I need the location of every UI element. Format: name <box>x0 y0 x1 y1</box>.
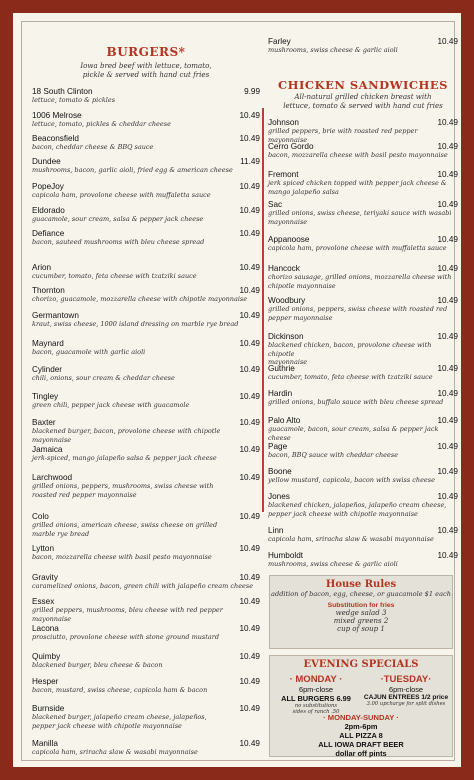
menu-item <box>32 263 260 281</box>
item-price: 10.49 <box>239 418 260 427</box>
item-description: mayonnaise <box>268 358 308 366</box>
tuesday-deal: CAJUN ENTREES 1/2 price <box>363 694 449 701</box>
item-description: mushrooms, swiss cheese & garlic aioli <box>268 46 398 54</box>
item-description: mango jalapeño salsa <box>268 187 339 196</box>
item-description: blackened burger, bleu cheese & bacon <box>32 661 163 669</box>
item-description: bacon, mozzarella cheese with basil pesto mayonnaise <box>268 151 448 159</box>
item-price: 10.49 <box>437 118 458 127</box>
menu-page <box>13 13 461 767</box>
menu-item <box>268 170 458 196</box>
item-name: Defiance <box>32 229 65 238</box>
item-description: jerk-spiced, mango jalapeño salsa & pepper jack cheese <box>32 454 217 462</box>
fries-option: cup of soup 1 <box>337 625 385 633</box>
menu-item <box>32 182 260 200</box>
monday-deal: ALL BURGERS 6.99 <box>281 694 351 703</box>
item-name: Maynard <box>32 339 64 348</box>
item-price: 10.49 <box>437 416 458 425</box>
item-name: Burnside <box>32 704 65 713</box>
menu-item <box>32 365 260 383</box>
item-description: prosciutto, provolone cheese with stone ground mustard <box>32 633 220 641</box>
item-name: Gravity <box>32 573 58 582</box>
tuesday-note: 3.00 upcharge for split dishes <box>366 701 446 707</box>
monday-sunday-deal: ALL IOWA DRAFT BEER <box>318 740 404 749</box>
item-price: 10.49 <box>437 442 458 451</box>
item-description: bacon, mustard, swiss cheese, capicola ham & bacon <box>32 686 208 694</box>
item-name: Tingley <box>32 392 59 401</box>
item-name: Sac <box>268 200 283 209</box>
item-name: Humboldt <box>268 551 304 560</box>
burgers-title: BURGERS* <box>106 45 186 59</box>
menu-item <box>32 87 260 105</box>
item-name: Baxter <box>32 418 56 427</box>
item-description: capicola ham, provolone cheese with muffaletta sauce <box>32 191 211 199</box>
item-name: Page <box>268 442 288 451</box>
item-price: 10.49 <box>239 134 260 143</box>
menu-item <box>32 512 260 538</box>
menu-item <box>32 573 260 591</box>
item-name: Arion <box>32 263 52 272</box>
item-name: Thornton <box>32 286 65 295</box>
menu-item <box>268 296 458 322</box>
item-description: blackened burger, jalapeño cream cheese, jalapeños, <box>32 713 207 721</box>
menu-item <box>32 311 260 329</box>
monday-sunday-deal: dollar off pints <box>335 749 387 758</box>
item-name: Jamaica <box>32 445 63 454</box>
item-description: lettuce, tomato & pickles <box>32 96 116 104</box>
item-description: chipotle mayonnaise <box>268 281 336 290</box>
menu-item <box>32 157 260 175</box>
item-description: cucumber, tomato, feta cheese with tzatziki sauce <box>268 373 433 381</box>
item-description: guacamole, bacon, sour cream, salsa & pepper jack cheese <box>268 425 439 442</box>
menu-item <box>268 416 458 442</box>
item-description: blackened chicken, bacon, provolone cheese with chipotle <box>268 341 432 358</box>
item-description: bacon, sauteed mushrooms with bleu cheese spread <box>32 238 205 246</box>
item-price: 10.49 <box>239 677 260 686</box>
tuesday-special <box>362 674 450 707</box>
item-description: chorizo sausage, grilled onions, mozzarella cheese with <box>268 273 452 281</box>
item-price: 10.49 <box>437 389 458 398</box>
item-name: Johnson <box>268 118 299 127</box>
item-name: Essex <box>32 597 55 606</box>
item-price: 10.49 <box>239 739 260 748</box>
item-description: mayonnaise <box>32 435 72 444</box>
menu-item <box>32 418 260 444</box>
evening-specials-box <box>269 655 453 757</box>
item-price: 10.49 <box>239 206 260 215</box>
item-price: 10.49 <box>437 551 458 560</box>
fries-option: mixed greens 2 <box>333 617 389 625</box>
house-rules-box <box>269 575 453 649</box>
item-name: Jones <box>268 492 290 501</box>
item-name: Hesper <box>32 677 59 686</box>
item-name: Farley <box>268 37 291 46</box>
fries-substitution-title: Substitution for fries <box>327 602 395 609</box>
item-price: 10.49 <box>437 467 458 476</box>
item-name: Dickinson <box>268 332 304 341</box>
item-price: 10.49 <box>437 37 458 46</box>
item-description: blackened chicken, jalapeños, jalapeño cream cheese, <box>268 501 447 509</box>
item-price: 10.49 <box>239 597 260 606</box>
item-price: 11.49 <box>240 157 260 166</box>
monday-sunday-special <box>270 713 452 758</box>
monday-sunday-label: · MONDAY-SUNDAY · <box>323 713 399 722</box>
menu-item-farley <box>268 37 458 55</box>
item-price: 10.49 <box>437 364 458 373</box>
item-description: grilled peppers, mushrooms, bleu cheese with red pepper mayonnaise <box>32 606 223 623</box>
item-description: jerk spiced chicken topped with pepper jack cheese & <box>268 179 447 187</box>
item-price: 10.49 <box>239 392 260 401</box>
tuesday-label: ·TUESDAY· <box>380 674 432 685</box>
menu-item <box>32 544 260 562</box>
item-price: 10.49 <box>239 286 260 295</box>
item-name: Colo <box>32 512 49 521</box>
item-name: Cerro Gordo <box>268 142 314 151</box>
menu-item <box>268 200 458 226</box>
menu-item <box>268 551 458 569</box>
item-description: grilled peppers, brie with roasted red pepper mayonnaise <box>268 127 418 144</box>
item-price: 10.49 <box>239 573 260 582</box>
item-name: Hardin <box>268 389 293 398</box>
item-description: grilled onions, buffalo sauce with bleu cheese spread <box>268 398 444 406</box>
fries-option: wedge salad 3 <box>335 609 387 617</box>
item-name: Cylinder <box>32 365 63 374</box>
item-name: Quimby <box>32 652 61 661</box>
menu-item <box>32 229 260 247</box>
right-column <box>268 22 458 760</box>
item-price: 10.49 <box>239 652 260 661</box>
item-name: Palo Alto <box>268 416 301 425</box>
item-name: Boone <box>268 467 292 476</box>
item-description: green chili, pepper jack cheese with guacamole <box>32 401 190 409</box>
item-description: bacon, BBQ sauce with cheddar cheese <box>268 451 399 459</box>
item-description: mushrooms, swiss cheese & garlic aioli <box>268 560 398 568</box>
item-price: 10.49 <box>437 235 458 244</box>
item-description: pepper jack cheese with chipotle mayonnaise <box>32 721 182 730</box>
item-price: 10.49 <box>239 704 260 713</box>
menu-item <box>32 445 260 463</box>
menu-item <box>268 467 458 485</box>
item-price: 10.49 <box>239 229 260 238</box>
item-description: roasted red pepper mayonnaise <box>32 490 137 499</box>
item-price: 9.99 <box>244 87 260 96</box>
house-rules-title: House Rules <box>325 579 397 590</box>
menu-item <box>268 142 458 160</box>
item-description: mayonnaise <box>268 217 308 226</box>
item-description: bacon, cheddar cheese & BBQ sauce <box>32 143 154 151</box>
menu-item <box>32 677 260 695</box>
item-description: chili, onions, sour cream & cheddar cheese <box>32 374 175 382</box>
tuesday-time: 6pm-close <box>388 685 424 694</box>
house-rules-addition: addition of bacon, egg, cheese, or guacamole $1 each <box>271 590 451 598</box>
item-description: grilled onions, swiss cheese, teriyaki sauce with wasabi <box>268 209 452 217</box>
item-name: PopeJoy <box>32 182 64 191</box>
item-price: 10.49 <box>239 473 260 482</box>
column-divider <box>262 108 264 512</box>
item-price: 10.49 <box>239 339 260 348</box>
menu-item <box>268 235 458 253</box>
item-price: 10.49 <box>437 264 458 273</box>
item-name: Woodbury <box>268 296 306 305</box>
item-description: capicola ham, sriracha slaw & wasabi mayonnaise <box>32 748 198 756</box>
item-description: guacamole, sour cream, salsa & pepper jack cheese <box>32 215 204 223</box>
item-description: bacon, guacamole with garlic aioli <box>32 348 146 356</box>
chicken-description-1: All-natural grilled chicken breast with <box>294 92 432 101</box>
item-description: bacon, mozzarella cheese with basil pesto mayonnaise <box>32 553 212 561</box>
monday-sunday-time: 2pm-6pm <box>344 722 378 731</box>
item-name: Larchwood <box>32 473 73 482</box>
item-description: mushrooms, bacon, garlic aioli, fried egg & american cheese <box>32 166 233 174</box>
menu-item <box>32 134 260 152</box>
item-price: 10.49 <box>437 296 458 305</box>
item-name: Dundee <box>32 157 61 166</box>
menu-item <box>32 111 260 129</box>
item-name: Fremont <box>268 170 299 179</box>
menu-item <box>32 392 260 410</box>
item-name: Lytton <box>32 544 54 553</box>
item-price: 10.49 <box>437 200 458 209</box>
item-name: Beaconsfield <box>32 134 79 143</box>
item-name: Manilla <box>32 739 58 748</box>
item-price: 10.49 <box>239 311 260 320</box>
item-name: 1006 Melrose <box>32 111 82 120</box>
item-description: blackened burger, bacon, provolone cheese with chipotle <box>32 427 221 435</box>
burgers-description-2: pickle & served with hand cut fries <box>82 70 210 79</box>
item-description: pepper mayonnaise <box>268 313 333 322</box>
item-description: chorizo, guacamole, mozzarella cheese with chipotle mayonnaise <box>32 295 248 303</box>
item-price: 10.49 <box>437 332 458 341</box>
menu-item <box>268 364 458 382</box>
menu-item <box>32 286 260 304</box>
monday-sunday-deal: ALL PIZZA 8 <box>339 731 383 740</box>
item-name: 18 South Clinton <box>32 87 93 96</box>
menu-item <box>268 442 458 460</box>
menu-item <box>32 652 260 670</box>
chicken-description-2: lettuce, tomato & served with hand cut fries <box>283 101 443 110</box>
item-description: capicola ham, provolone cheese with muffaletta sauce <box>268 244 447 252</box>
item-description: grilled onions, american cheese, swiss cheese on grilled <box>32 521 218 529</box>
menu-item <box>268 389 458 407</box>
menu-item <box>32 597 260 623</box>
item-price: 10.49 <box>239 512 260 521</box>
menu-item <box>268 332 458 367</box>
menu-item <box>32 704 260 730</box>
menu-item <box>268 492 458 518</box>
item-name: Appanoose <box>268 235 310 244</box>
burgers-column <box>32 22 260 760</box>
item-price: 10.49 <box>239 445 260 454</box>
item-price: 10.49 <box>239 263 260 272</box>
menu-item <box>268 118 458 144</box>
item-price: 10.49 <box>239 111 260 120</box>
monday-special <box>272 674 360 715</box>
menu-item <box>32 739 260 757</box>
item-description: caramelized onions, bacon, green chili with jalapeño cream cheese <box>32 582 254 590</box>
monday-time: 6pm-close <box>298 685 334 694</box>
menu-item <box>268 264 458 290</box>
menu-item <box>32 206 260 224</box>
item-description: grilled onions, peppers, swiss cheese with roasted red <box>268 305 448 313</box>
menu-border <box>21 21 458 761</box>
item-description: marble rye bread <box>32 529 90 538</box>
chicken-title: CHICKEN SANDWICHES <box>278 78 448 92</box>
monday-note: sides of ranch .50 <box>292 709 340 715</box>
specials-title: EVENING SPECIALS <box>303 659 419 670</box>
item-description: pepper jack cheese with chipotle mayonnaise <box>268 509 418 518</box>
item-name: Lacona <box>32 624 59 633</box>
item-description: yellow mustard, capicola, bacon with swiss cheese <box>268 476 435 484</box>
monday-label: · MONDAY · <box>289 674 343 685</box>
item-price: 10.49 <box>239 624 260 633</box>
item-price: 10.49 <box>437 492 458 501</box>
menu-item <box>32 624 260 642</box>
item-description: kraut, swiss cheese, 1000 island dressing on marble rye bread <box>32 320 239 328</box>
item-price: 10.49 <box>437 170 458 179</box>
item-price: 10.49 <box>437 142 458 151</box>
item-price: 10.49 <box>239 544 260 553</box>
item-price: 10.49 <box>239 182 260 191</box>
item-name: Linn <box>268 526 284 535</box>
menu-item <box>32 473 260 499</box>
burgers-description-1: Iowa bred beef with lettuce, tomato, <box>80 61 212 70</box>
item-price: 10.49 <box>239 365 260 374</box>
item-description: capicola ham, sriracha slaw & wasabi mayonnaise <box>268 535 434 543</box>
menu-item <box>268 526 458 544</box>
item-name: Guthrie <box>268 364 295 373</box>
item-description: cucumber, tomato, feta cheese with tzatziki sauce <box>32 272 197 280</box>
item-name: Germantown <box>32 311 79 320</box>
item-name: Hancock <box>268 264 300 273</box>
item-description: grilled onions, peppers, mushrooms, swiss cheese with <box>32 482 214 490</box>
item-price: 10.49 <box>437 526 458 535</box>
menu-item <box>32 339 260 357</box>
monday-note: no substitutions <box>294 703 338 709</box>
item-name: Eldorado <box>32 206 65 215</box>
item-description: lettuce, tomato, pickles & cheddar cheese <box>32 120 171 128</box>
